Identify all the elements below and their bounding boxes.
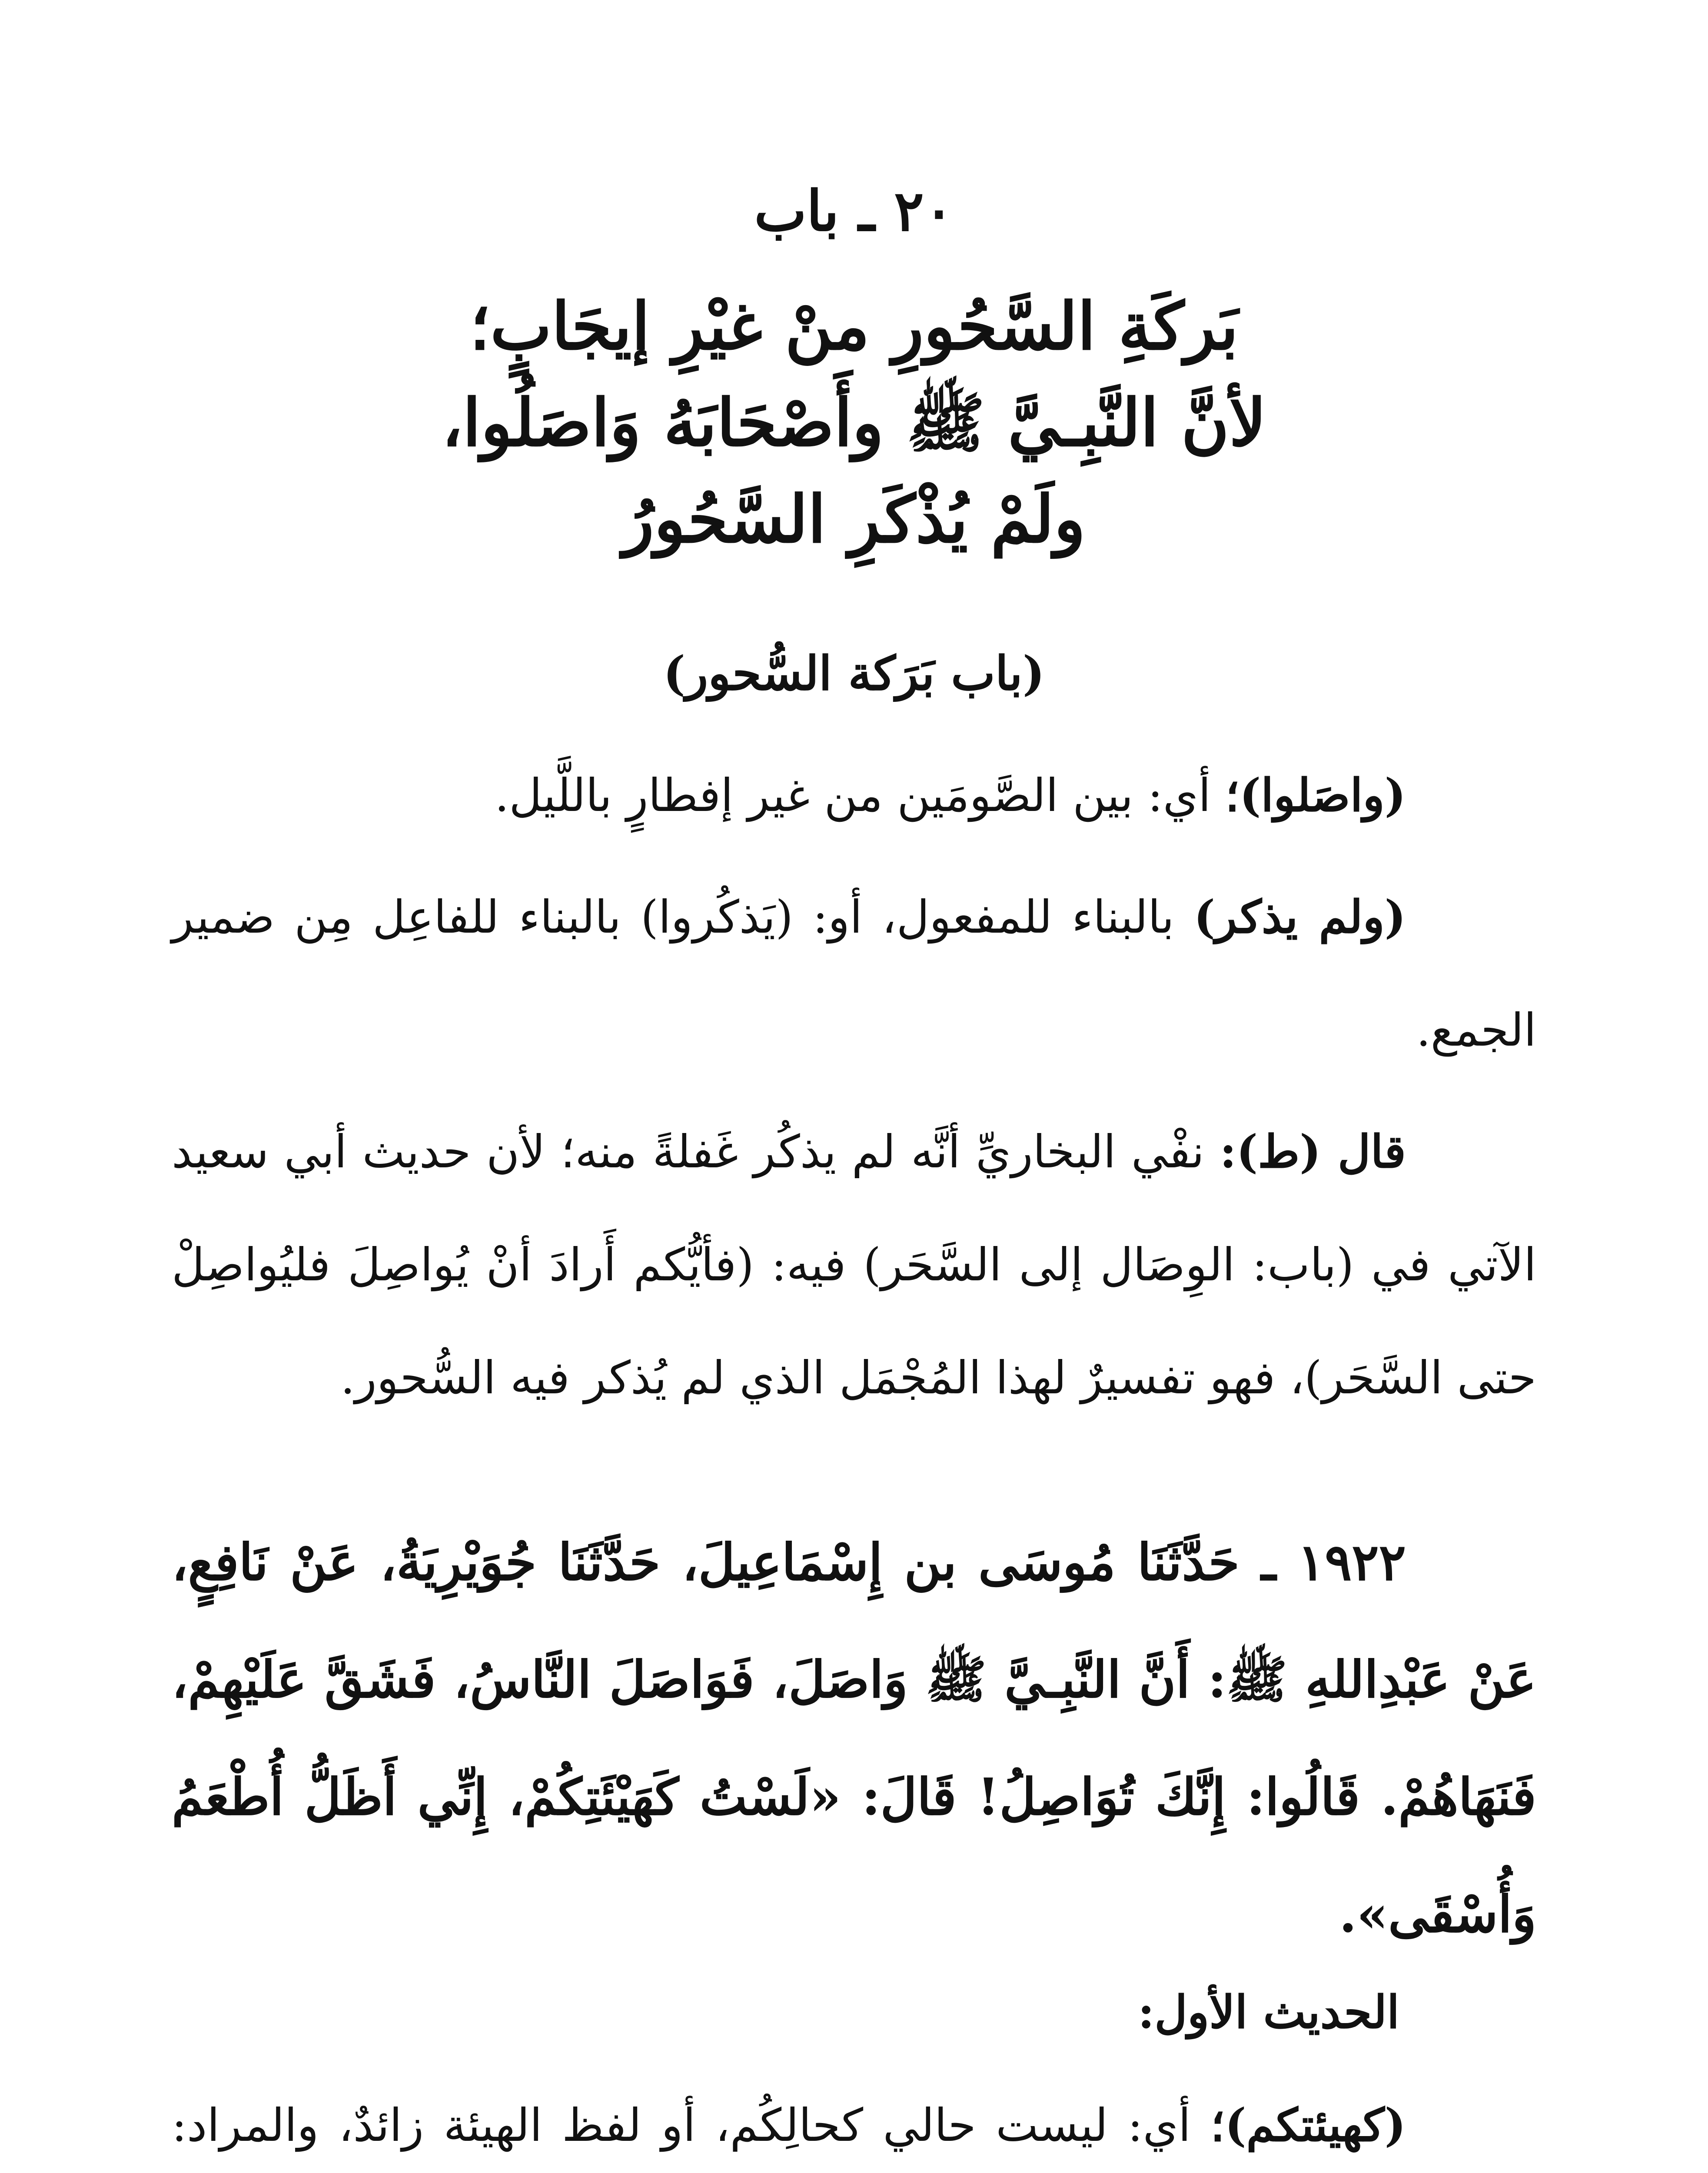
chapter-title-line: بَركَةِ السَّحُورِ منْ غيْرِ إيجَابٍ؛ [469, 288, 1239, 365]
paragraph-text: أي: بين الصَّومَين من غير إفطارٍ باللَّيل. [495, 769, 1226, 822]
chapter-title [0, 278, 1708, 568]
paragraph-lead: (ولم يذكر) [1193, 890, 1406, 944]
chapter-title-line: ولَمْ يُذْكَرِ السَّحُورُ [622, 481, 1086, 558]
section-heading: الحديث الأول: [1138, 1985, 1399, 2039]
paragraph-text: نفْي البخاريِّ أنَّه لم يذكُر غَفلةً منه؛ لأن حديث أبي سعيد الآتي في (باب: الوِصَال إلى السَّحَر) فيه: (فأيُّكم أَرادَ أنْ يُواصِلَ فليُواصِلْ حتى السَّحَر)، فهو تفسيرٌ لهذا المُجْمَل الذي لم يُذكر فيه السُّحور. [172, 1125, 1536, 1404]
paragraph-lead: (واصَلوا)؛ [1225, 768, 1406, 822]
commentary-paragraph [172, 739, 1536, 852]
sub-title: (باب بَرَكة السُّحور) [663, 646, 1045, 701]
paragraph-text: أي: ليست حالي كحالِكُم، أو لفظ الهيئة زائدٌ، والمراد: [172, 2099, 1191, 2152]
chapter-title-line: لأنَّ النَّبِـيَّ ﷺ وأَصْحَابَهُ وَاصَلُوا، [442, 385, 1266, 461]
paragraph-lead: (كهيئتكم)؛ [1210, 2098, 1406, 2152]
paragraph-lead: قال (ط): [1220, 1125, 1406, 1178]
hadith-text: ١٩٢٢ ـ حَدَّثَنَا مُوسَى بن إِسْمَاعِيلَ، حَدَّثَنَا جُوَيْرِيَةُ، عَنْ نَافِعٍ، عَنْ عَبْدِاللهِ ﷺ: أَنَّ النَّبِـيَّ ﷺ وَاصَلَ، فَوَاصَلَ النَّاسُ، فَشَقَّ عَلَيْهِمْ، فَنَهَاهُمْ. قَالُوا: إِنَّكَ تُوَاصِلُ! قَالَ: «لَسْتُ كَهَيْئَتِكُمْ، إِنِّي أَظَلُّ أُطْعَمُ وَأُسْقَى». [172, 1533, 1536, 1944]
paragraph-text: بالبناء للمفعول، أو: (يَذكُروا) بالبناء للفاعِل مِن ضمير الجمع. [172, 890, 1536, 1057]
commentary-paragraph [172, 2069, 1536, 2173]
commentary-paragraph [172, 1095, 1536, 1434]
commentary-paragraph [172, 861, 1536, 1086]
chapter-number: ٢٠ ـ باب [754, 179, 954, 244]
